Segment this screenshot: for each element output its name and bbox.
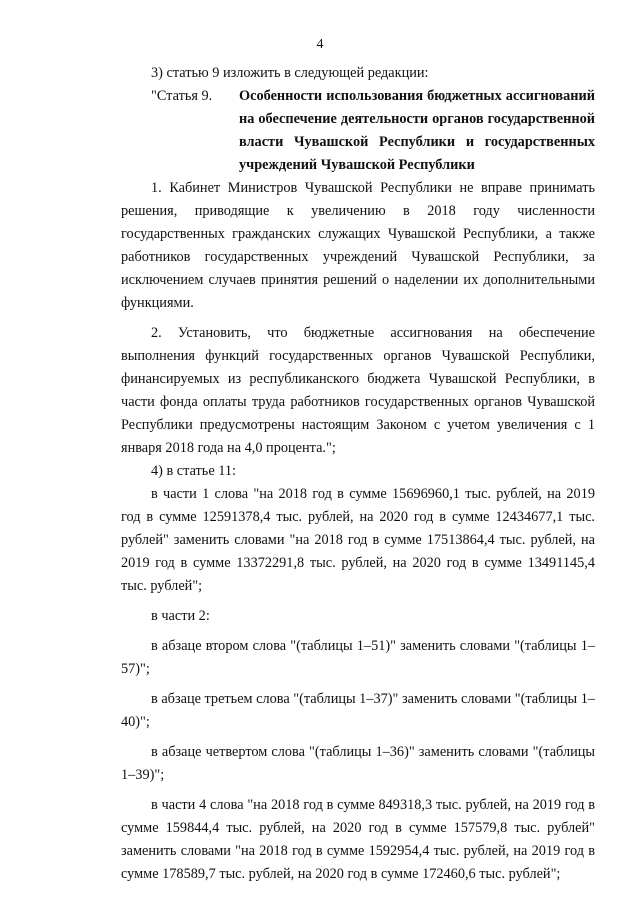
article-heading: [121, 85, 595, 177]
paragraph-6: в абзаце втором слова "(таблицы 1–51)" заменить словами "(таблицы 1–57)";: [121, 638, 595, 677]
paragraph-2: 2. Установить, что бюджетные ассигнования на обеспечение выполнения функций государственных органов Чувашской Республики, финансируемых из республиканского бюджета Чувашской Республики, в части фонда оплаты труда работников государственных органов Чувашской Республики предусмотрены настоящим Законом с учетом увеличения с 1 января 2018 года на 4,0 процента.";: [121, 325, 595, 456]
paragraph-1: 1. Кабинет Министров Чувашской Республики не вправе принимать решения, приводящие к увеличению в 2018 году численности государственных гражданских служащих Чувашской Республики, а также работников государственных учреждений Чувашской Республики, за исключением случаев принятия решений о наделении их дополнительными функциями.: [121, 180, 595, 311]
amendment-intro: 3) статью 9 изложить в следующей редакции:: [151, 65, 429, 81]
paragraph-9: в части 4 слова "на 2018 год в сумме 849318,3 тыс. рублей, на 2019 год в сумме 159844,4 тыс. рублей, на 2020 год в сумме 157579,8 тыс. рублей" заменить словами "на 2018 год в сумме 1592954,4 тыс. рублей, на 2019 год в сумме 178589,7 тыс. рублей, на 2020 год в сумме 172460,6 тыс. рублей";: [121, 797, 595, 882]
article-label: "Статья 9.: [151, 88, 213, 104]
paragraph-7: в абзаце третьем слова "(таблицы 1–37)" заменить словами "(таблицы 1–40)";: [121, 691, 595, 730]
paragraph-3: 4) в статье 11:: [151, 463, 236, 479]
paragraph-4: в части 1 слова "на 2018 год в сумме 15696960,1 тыс. рублей, на 2019 год в сумме 12591378,4 тыс. рублей, на 2020 год в сумме 12434677,1 тыс. рублей" заменить словами "на 2018 год в сумме 17513864,4 тыс. рублей, на 2019 год в сумме 13372291,8 тыс. рублей, на 2020 год в сумме 13491145,4 тыс. рублей";: [121, 486, 595, 594]
paragraph-5: в части 2:: [151, 608, 210, 624]
article-title: Особенности использования бюджетных ассигнований на обеспечение деятельности органов государственной власти Чувашской Республики и государственных учреждений Чувашской Республики: [239, 88, 595, 173]
document-body: [121, 62, 595, 886]
paragraph-8: в абзаце четвертом слова "(таблицы 1–36)" заменить словами "(таблицы 1–39)";: [121, 744, 595, 783]
page-number: 4: [316, 37, 324, 52]
